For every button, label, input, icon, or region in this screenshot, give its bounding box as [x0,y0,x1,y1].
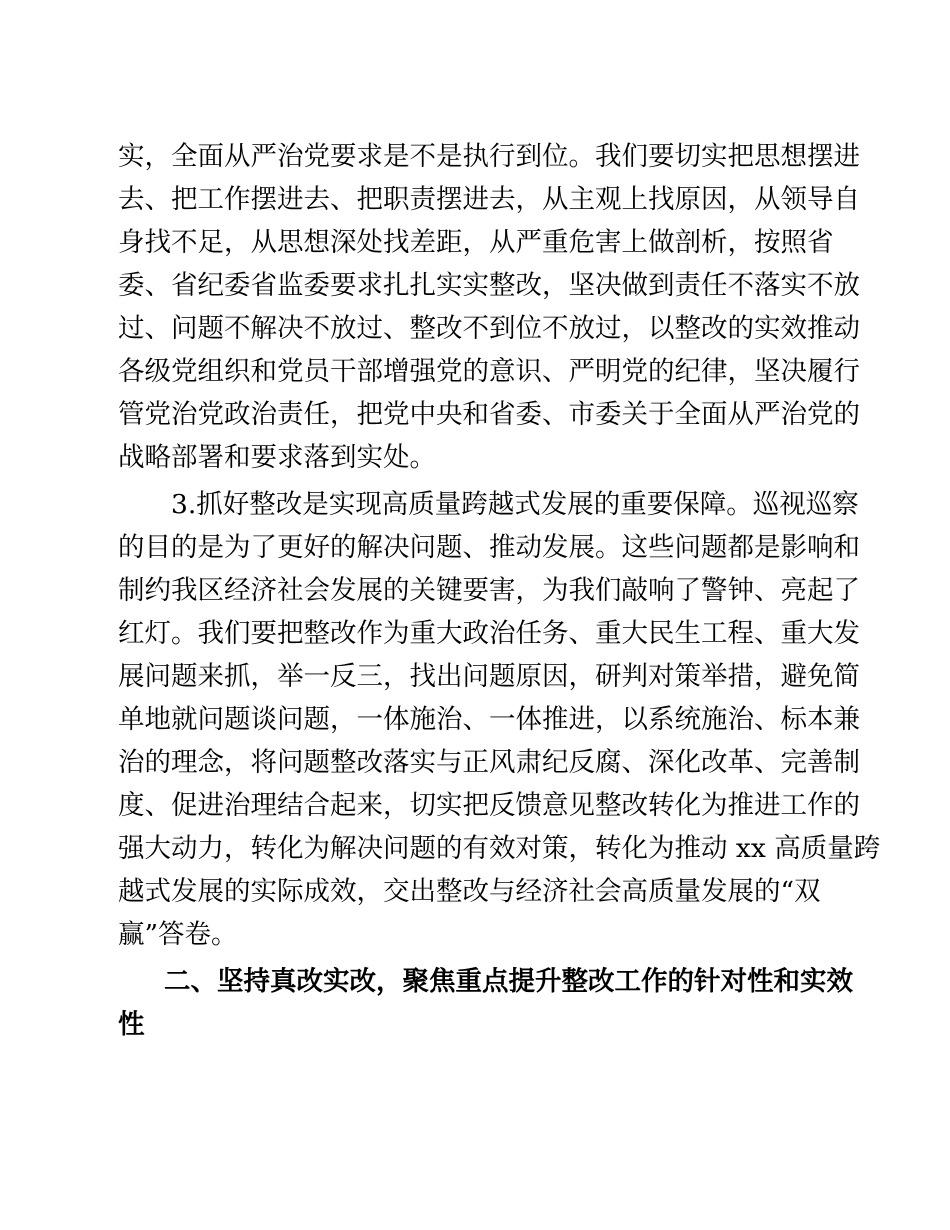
paragraph-line: 过、问题不解决不放过、整改不到位不放过，以整改的实效推动 [118,313,860,344]
paragraph-line: 管党治党政治责任，把党中央和省委、市委关于全面从严治党的 [118,399,860,430]
paragraph-line: 强大动力，转化为解决问题的有效对策，转化为推动 xx 高质量跨 [118,833,881,864]
paragraph-line: 红灯。我们要把整改作为重大政治任务、重大民生工程、重大发 [118,618,860,649]
paragraph-line: 各级党组织和党员干部增强党的意识、严明党的纪律，坚决履行 [118,356,860,387]
paragraph-line: 委、省纪委省监委要求扎扎实实整改，坚决做到责任不落实不放 [118,270,860,301]
paragraph-line: 制约我区经济社会发展的关键要害，为我们敲响了警钟、亮起了 [118,575,860,606]
paragraph-line: 的目的是为了更好的解决问题、推动发展。这些问题都是影响和 [118,532,860,563]
paragraph-line: 3.抓好整改是实现高质量跨越式发展的重要保障。巡视巡察 [171,489,859,520]
paragraph-line: 越式发展的实际成效，交出整改与经济社会高质量发展的“双 [118,876,821,907]
paragraph-line: 度、促进治理结合起来，切实把反馈意见整改转化为推进工作的 [118,790,860,821]
section-heading: 二、坚持真改实改，聚焦重点提升整改工作的针对性和实效 [164,966,853,997]
paragraph-line: 实，全面从严治党要求是不是执行到位。我们要切实把思想摆进 [118,141,860,172]
paragraph-line: 单地就问题谈问题，一体施治、一体推进，以系统施治、标本兼 [118,704,860,735]
paragraph-line: 治的理念，将问题整改落实与正风肃纪反腐、深化改革、完善制 [118,747,860,778]
section-heading: 性 [118,1009,145,1040]
paragraph-line: 战略部署和要求落到实处。 [118,442,436,473]
paragraph-line: 赢”答卷。 [118,919,238,950]
paragraph-line: 展问题来抓，举一反三，找出问题原因，研判对策举措，避免简 [118,661,860,692]
paragraph-line: 身找不足，从思想深处找差距，从严重危害上做剖析，按照省 [118,227,834,258]
paragraph-line: 去、把工作摆进去、把职责摆进去，从主观上找原因，从领导自 [118,184,860,215]
